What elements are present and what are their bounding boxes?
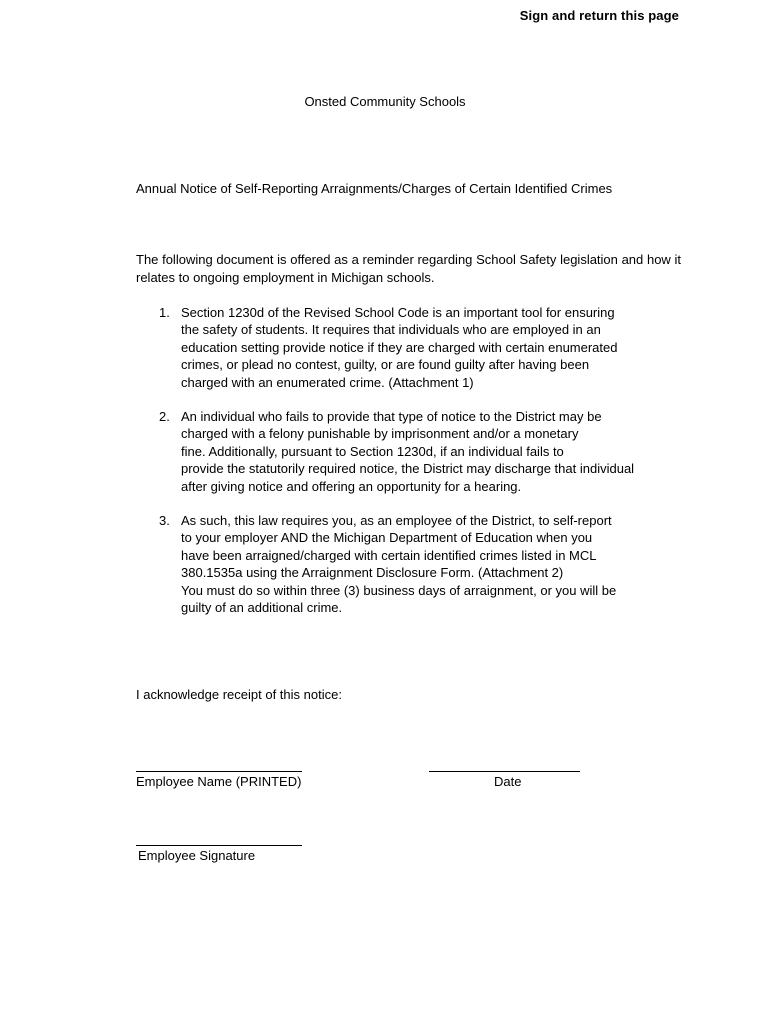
list-item-text: Section 1230d of the Revised School Code is an important tool for ensuring the safety of students. It requires that individuals who are employed in an education setting provide notice if they are charged with certain enumerated crimes, or plead no contest, guilty, or are found guilty after having been charged with an enumerated crime. (Attachment 1) (181, 305, 618, 390)
date-label: Date (494, 774, 522, 789)
return-instruction: Sign and return this page (519, 8, 679, 23)
employee-signature-line[interactable] (136, 845, 302, 846)
list-item (159, 304, 676, 391)
list-item-number: 1. (159, 305, 170, 320)
school-name: Onsted Community Schools (304, 94, 466, 109)
date-line[interactable] (429, 771, 580, 772)
acknowledgement-statement: I acknowledge receipt of this notice: (136, 687, 342, 702)
employee-signature-label: Employee Signature (138, 848, 256, 863)
list-item (159, 408, 676, 495)
list-item-number: 3. (159, 513, 170, 529)
employee-name-label: Employee Name (PRINTED) (136, 774, 302, 789)
notice-list (159, 304, 676, 634)
intro-paragraph: The following document is offered as a reminder regarding School Safety legislation and how it relates to ongoing employment in Michigan schools. (136, 252, 681, 285)
list-item (159, 512, 676, 616)
employee-name-line[interactable] (136, 771, 302, 772)
document-title: Annual Notice of Self-Reporting Arraignments/Charges of Certain Identified Crimes (136, 181, 613, 196)
list-item-text: As such, this law requires you, as an employee of the District, to self-report to your employer AND the Michigan Department of Education when you have been arraigned/charged with certain identified crimes listed in MCL 380.1535a using the Arraignment Disclosure Form. (Attachment 2) You must do so within three (3) business days of arraignment, or you will be guilty of an additional crime. (181, 513, 617, 616)
list-item-text: An individual who fails to provide that type of notice to the District may be charged with a felony punishable by imprisonment and/or a monetary fine. Additionally, pursuant to Section 1230d, if an individual fails to provide the statutorily required notice, the District may discharge that individual after giving notice and offering an opportunity for a hearing. (181, 409, 635, 494)
list-item-number: 2. (159, 409, 170, 425)
